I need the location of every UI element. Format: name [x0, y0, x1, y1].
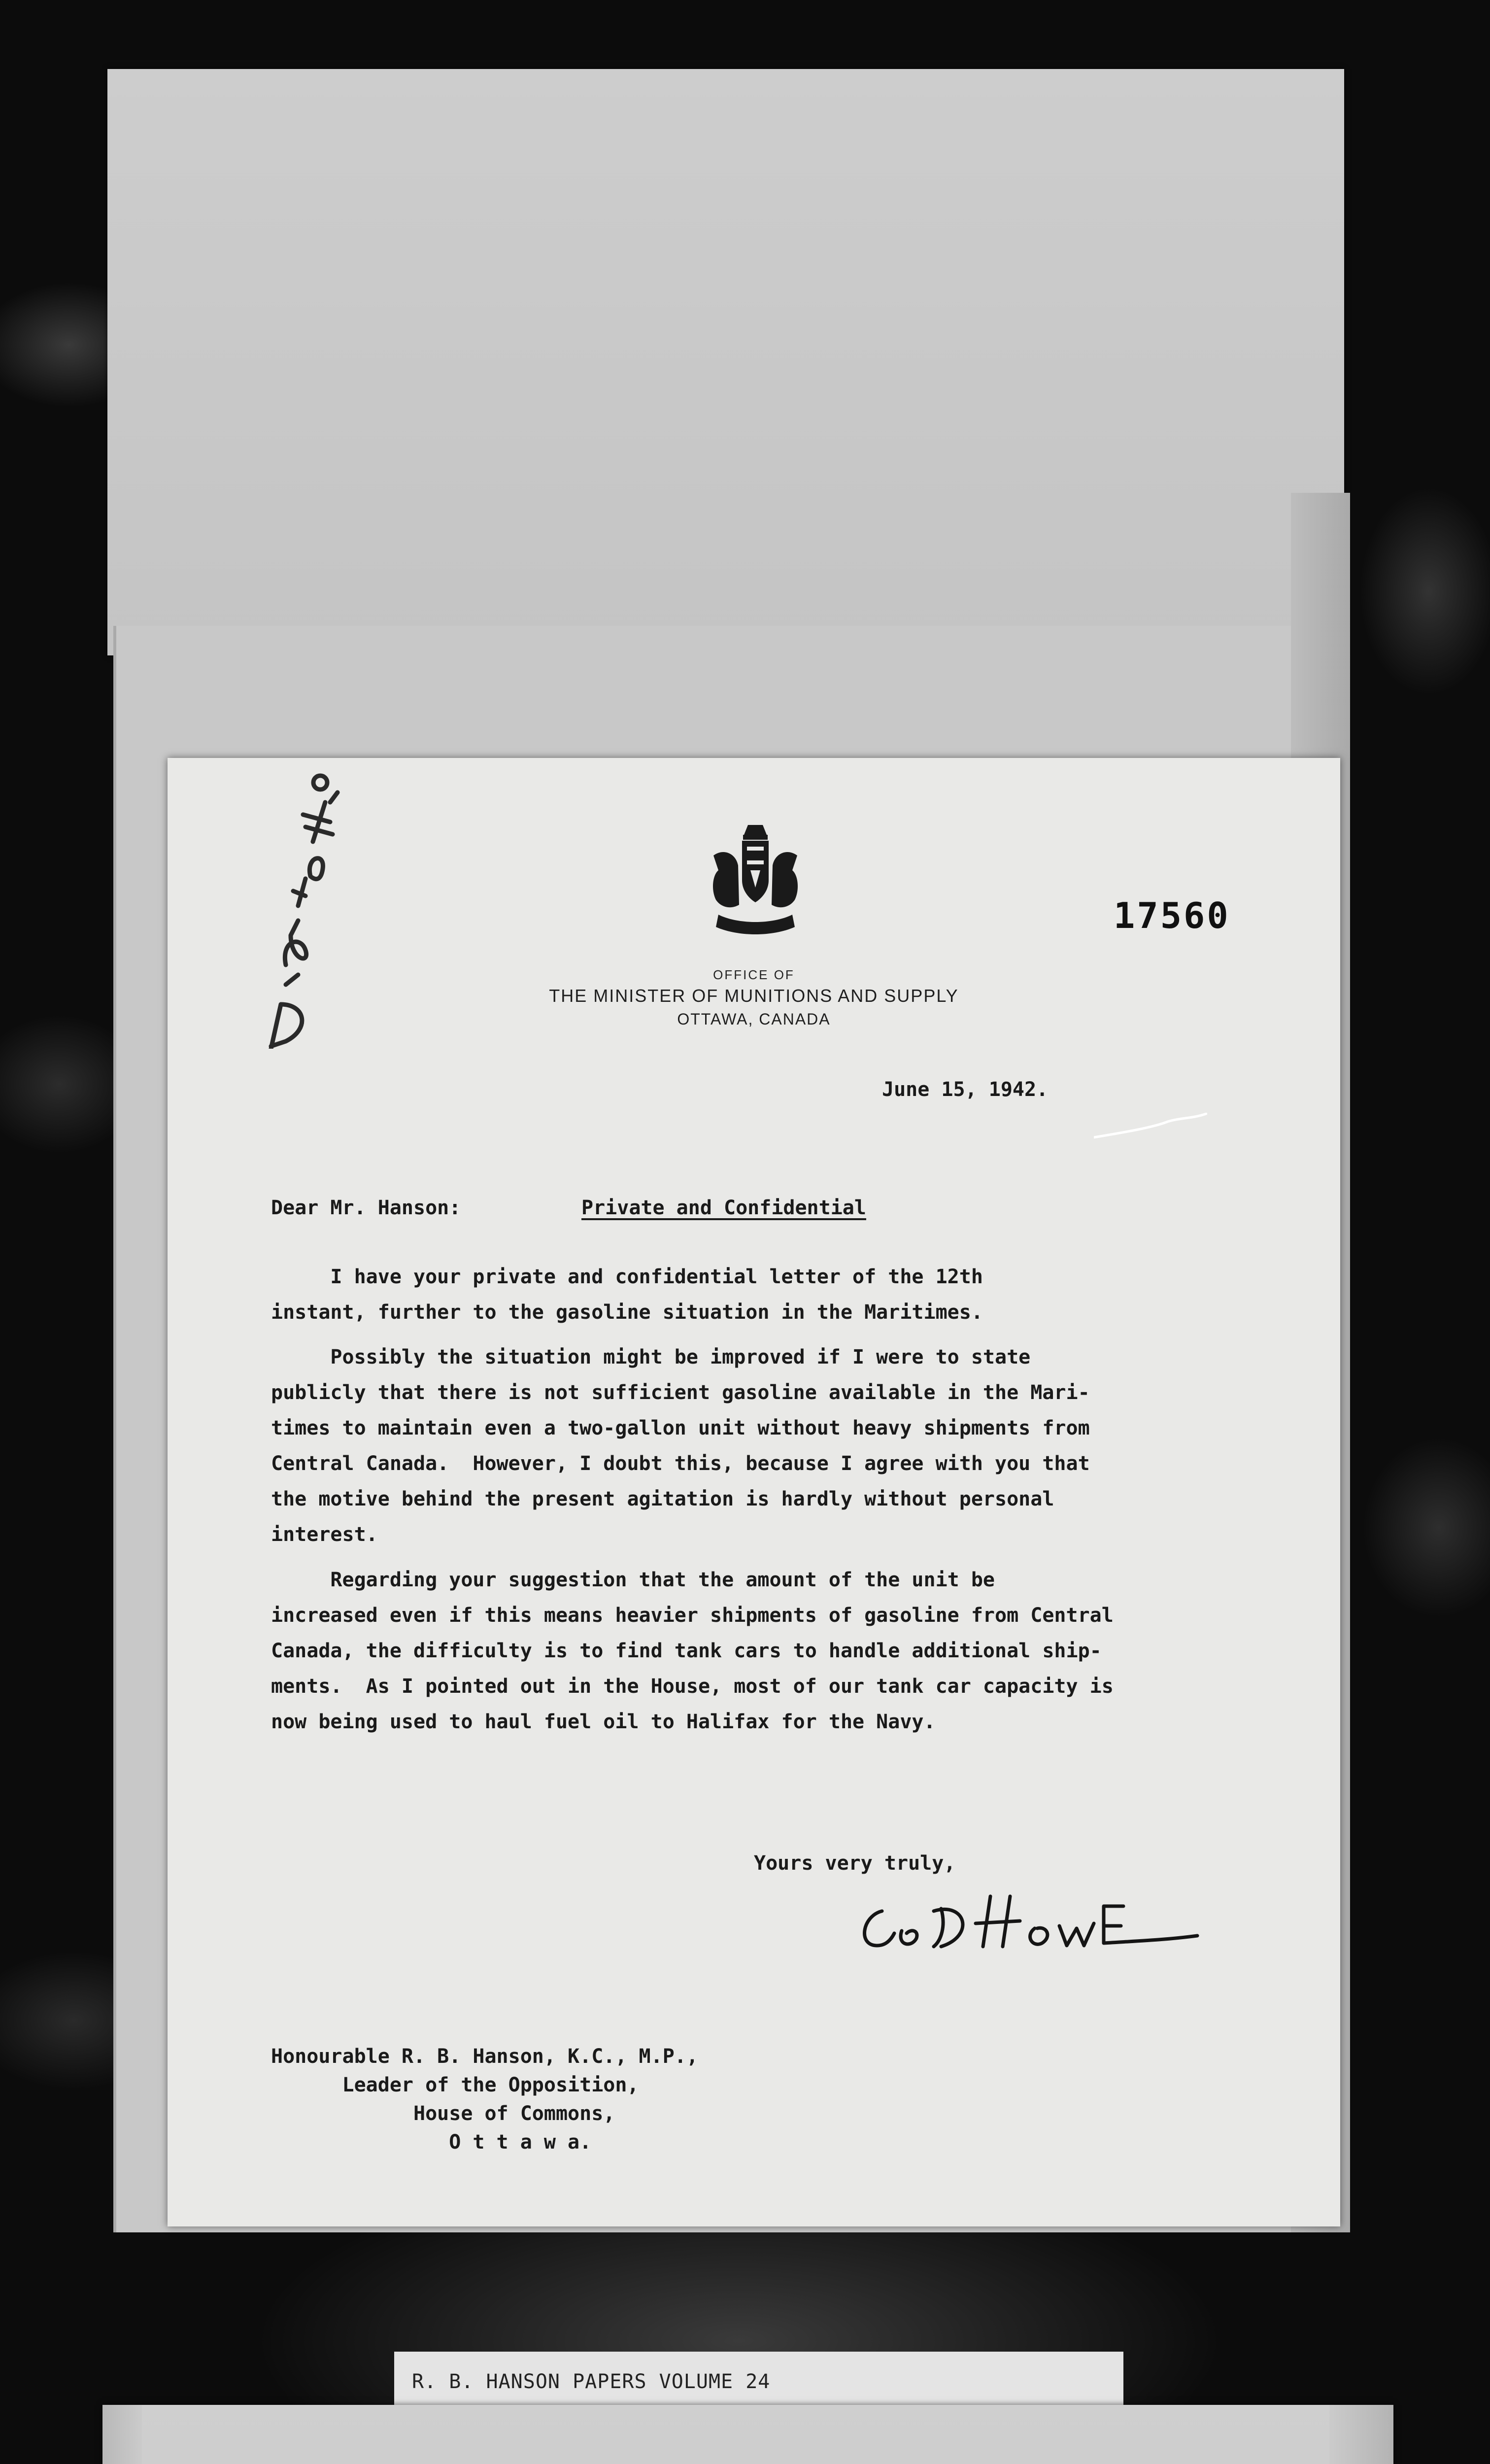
- signature: [847, 1882, 1202, 1960]
- card-edge-left: [102, 2405, 142, 2464]
- recipient-line: House of Commons,: [271, 2102, 615, 2125]
- body-line: Regarding your suggestion that the amount of the unit be: [271, 1569, 995, 1591]
- salutation: Dear Mr. Hanson:: [271, 1197, 461, 1219]
- letter-page: [168, 758, 1340, 2226]
- body-line: interest.: [271, 1523, 378, 1546]
- body-line: Central Canada. However, I doubt this, because I agree with you that: [271, 1452, 1090, 1475]
- letterhead-city: OTTAWA, CANADA: [677, 1010, 831, 1028]
- body-line: ments. As I pointed out in the House, most of our tank car capacity is: [271, 1675, 1114, 1698]
- body-line: instant, further to the gasoline situation in the Maritimes.: [271, 1301, 983, 1324]
- archive-card: [102, 2405, 1393, 2464]
- volume-label-text: R. B. HANSON PAPERS VOLUME 24: [412, 2370, 771, 2393]
- back-sheet: [107, 69, 1344, 655]
- body-line: Canada, the difficulty is to find tank cars to handle additional ship-: [271, 1640, 1102, 1662]
- body-line: the motive behind the present agitation is hardly without personal: [271, 1488, 1054, 1510]
- body-line: publicly that there is not sufficient gasoline available in the Mari-: [271, 1381, 1090, 1404]
- recipient-line: O t t a w a.: [271, 2131, 592, 2154]
- body-line: times to maintain even a two-gallon unit without heavy shipments from: [271, 1417, 1090, 1439]
- letterhead-minister: THE MINISTER OF MUNITIONS AND SUPPLY: [549, 986, 959, 1006]
- body-line: increased even if this means heavier shipments of gasoline from Central: [271, 1604, 1114, 1627]
- volume-label: [394, 2352, 1123, 2411]
- pen-mark: [1094, 1113, 1207, 1142]
- file-number: 17560: [1114, 895, 1230, 936]
- letterhead-office-of: OFFICE OF: [713, 967, 795, 982]
- recipient-line: Honourable R. B. Hanson, K.C., M.P.,: [271, 2045, 698, 2068]
- letter-date: June 15, 1942.: [882, 1078, 1049, 1101]
- recipient-line: Leader of the Opposition,: [271, 2074, 639, 2096]
- body-line: I have your private and confidential letter of the 12th: [271, 1266, 983, 1288]
- card-edge-right: [1329, 2405, 1393, 2464]
- body-line: Possibly the situation might be improved if I were to state: [271, 1346, 1031, 1369]
- subject-line: Private and Confidential: [581, 1197, 866, 1219]
- handwritten-note: [251, 773, 350, 1049]
- body-line: now being used to haul fuel oil to Halifax for the Navy.: [271, 1711, 936, 1733]
- closing: Yours very truly,: [754, 1852, 956, 1875]
- coat-of-arms-icon: [704, 821, 807, 944]
